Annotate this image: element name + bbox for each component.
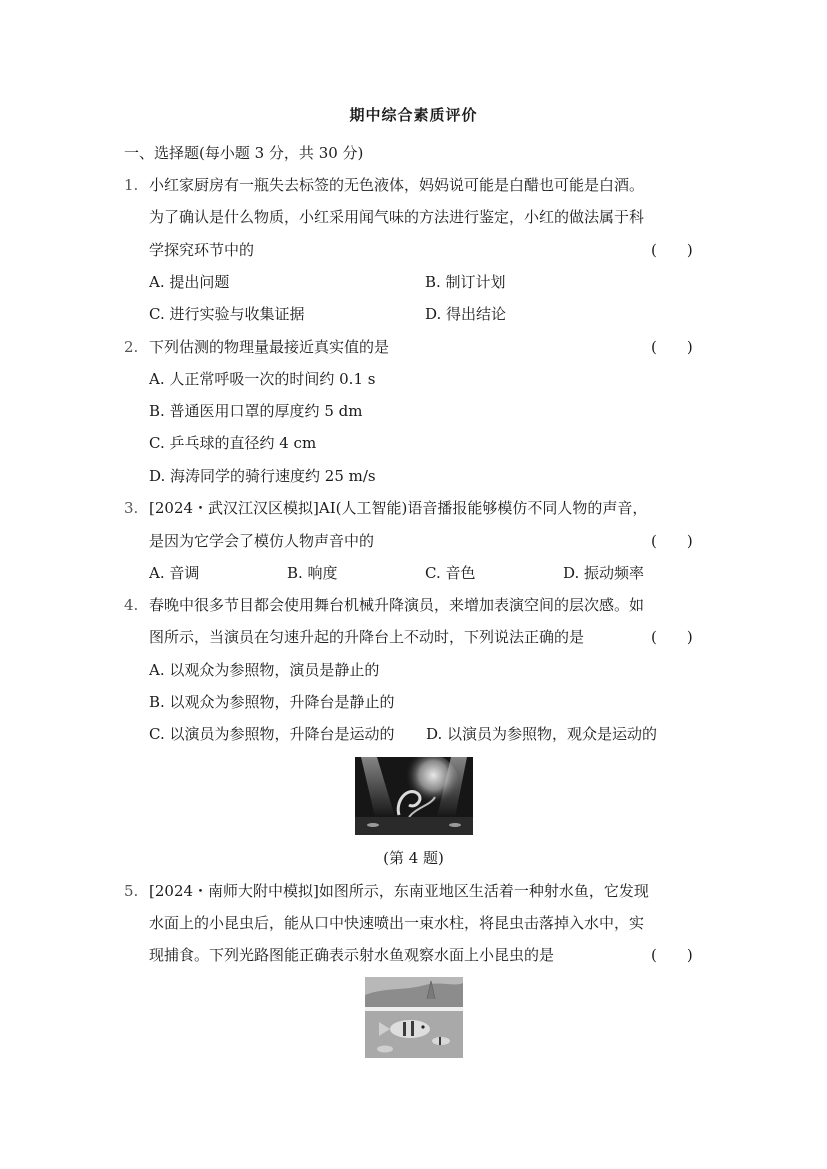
section-heading: 一、选择题(每小题 3 分，共 30 分) [124, 144, 364, 162]
q4-line-1: 春晚中很多节目都会使用舞台机械升降演员，来增加表演空间的层次感。如 [149, 596, 645, 614]
q3-option-c: C. 音色 [425, 564, 476, 582]
q1-line-3: 学探究环节中的 [149, 241, 255, 259]
q1-option-b: B. 制订计划 [425, 273, 506, 291]
q5-line-2: 水面上的小昆虫后，能从口中快速喷出一束水柱，将昆虫击落掉入水中，实 [149, 914, 645, 932]
page-title: 期中综合素质评价 [349, 106, 478, 124]
q4-option-a: A. 以观众为参照物，演员是静止的 [149, 661, 380, 679]
q4-answer-blank: ( ) [651, 628, 693, 646]
q2-line-1: 下列估测的物理量最接近真实值的是 [149, 338, 390, 356]
q3-option-a: A. 音调 [149, 564, 200, 582]
stage-illustration [355, 757, 473, 835]
stage-performance-photo [355, 757, 473, 835]
q2-option-a: A. 人正常呼吸一次的时间约 0.1 s [149, 370, 376, 388]
q2-answer-blank: ( ) [651, 338, 693, 356]
q5-line-1: [2024・南师大附中模拟]如图所示，东南亚地区生活着一种射水鱼，它发现 [149, 882, 649, 900]
q4-line-2: 图所示，当演员在匀速升起的升降台上不动时，下列说法正确的是 [149, 628, 585, 646]
q2-option-c: C. 乒乓球的直径约 4 cm [149, 434, 317, 452]
q4-number: 4. [124, 596, 139, 614]
q1-option-d: D. 得出结论 [425, 305, 507, 323]
q1-number: 1. [124, 176, 139, 194]
q2-number: 2. [124, 338, 139, 356]
q2-option-b: B. 普通医用口罩的厚度约 5 dm [149, 402, 363, 420]
archer-fish-photo [365, 977, 463, 1058]
q3-answer-blank: ( ) [651, 532, 693, 550]
q4-option-c: C. 以演员为参照物，升降台是运动的 [149, 725, 395, 743]
archer-fish-illustration [365, 977, 463, 1058]
q3-line-1: [2024・武汉江汉区模拟]AI(人工智能)语音播报能够模仿不同人物的声音， [149, 499, 648, 517]
q1-option-c: C. 进行实验与收集证据 [149, 305, 305, 323]
q3-option-b: B. 响度 [287, 564, 338, 582]
q4-figure-caption: (第 4 题) [383, 849, 444, 867]
q3-line-2: 是因为它学会了模仿人物声音中的 [149, 532, 375, 550]
q5-line-3: 现捕食。下列光路图能正确表示射水鱼观察水面上小昆虫的是 [149, 946, 555, 964]
q5-number: 5. [124, 882, 139, 900]
q2-option-d: D. 海涛同学的骑行速度约 25 m/s [149, 467, 376, 485]
q3-number: 3. [124, 499, 139, 517]
q3-option-d: D. 振动频率 [563, 564, 645, 582]
q1-answer-blank: ( ) [651, 241, 693, 259]
q5-answer-blank: ( ) [651, 946, 693, 964]
q1-line-1: 小红家厨房有一瓶失去标签的无色液体，妈妈说可能是白醋也可能是白酒。 [149, 176, 645, 194]
q4-option-d: D. 以演员为参照物，观众是运动的 [426, 725, 658, 743]
q1-option-a: A. 提出问题 [149, 273, 230, 291]
q1-line-2: 为了确认是什么物质，小红采用闻气味的方法进行鉴定，小红的做法属于科 [149, 208, 645, 226]
q4-option-b: B. 以观众为参照物，升降台是静止的 [149, 693, 395, 711]
